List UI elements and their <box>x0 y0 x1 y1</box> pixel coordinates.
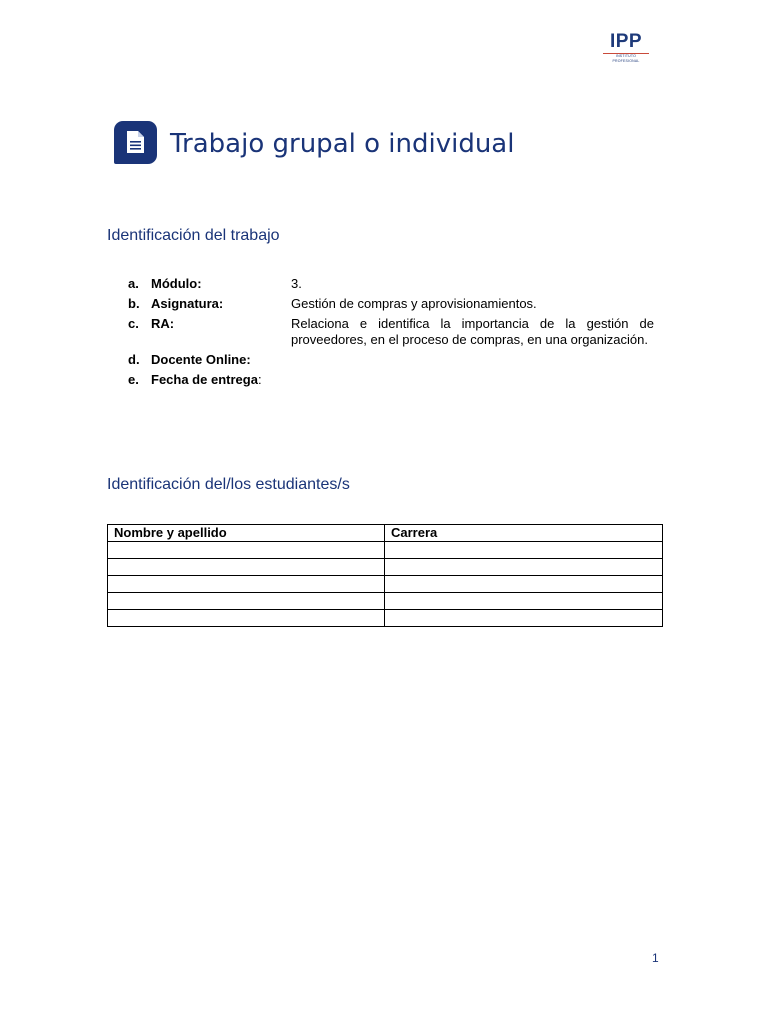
page-title: Trabajo grupal o individual <box>170 129 515 159</box>
item-value <box>291 372 654 388</box>
item-letter: c. <box>128 316 139 331</box>
item-value: Relaciona e identifica la importancia de la gestión de proveedores, en el proceso de compras, en una organización. <box>291 316 654 347</box>
item-letter: e. <box>128 372 139 387</box>
item-value: Gestión de compras y aprovisionamientos. <box>291 296 537 311</box>
item-label: Asignatura: <box>151 296 224 311</box>
table-cell-career[interactable] <box>385 593 663 610</box>
item-label-text: Fecha de entrega <box>151 372 258 387</box>
table-cell-name[interactable] <box>108 576 385 593</box>
table-cell-career[interactable] <box>385 542 663 559</box>
ipp-logo <box>603 32 649 64</box>
list-item-asignatura <box>128 296 654 312</box>
item-label: RA: <box>151 316 175 331</box>
table-header-row <box>108 525 663 542</box>
identification-list <box>128 276 654 392</box>
table-row <box>108 542 663 559</box>
section-heading-students: Identificación del/los estudiantes/s <box>107 476 350 493</box>
item-label <box>151 372 291 388</box>
table-cell-name[interactable] <box>108 559 385 576</box>
page-number: 1 <box>652 951 659 965</box>
list-item-ra <box>128 316 654 348</box>
section-heading-identification: Identificación del trabajo <box>107 227 280 244</box>
table-cell-career[interactable] <box>385 576 663 593</box>
document-icon <box>114 121 157 164</box>
table-row <box>108 610 663 627</box>
table-cell-name[interactable] <box>108 542 385 559</box>
table-cell-career[interactable] <box>385 610 663 627</box>
item-letter: a. <box>128 276 139 291</box>
list-item-docente <box>128 352 654 368</box>
students-table <box>107 524 663 627</box>
logo-subtitle: INSTITUTO PROFESIONAL <box>612 54 640 63</box>
list-item-fecha <box>128 372 654 388</box>
item-label: Módulo: <box>151 276 202 291</box>
item-label-colon: : <box>257 372 262 387</box>
table-cell-career[interactable] <box>385 559 663 576</box>
table-row <box>108 593 663 610</box>
table-cell-name[interactable] <box>108 610 385 627</box>
item-letter: b. <box>128 296 140 311</box>
table-cell-name[interactable] <box>108 593 385 610</box>
item-value <box>291 352 654 368</box>
column-header-name: Nombre y apellido <box>108 525 385 542</box>
item-label: Docente Online: <box>151 352 251 367</box>
item-letter: d. <box>128 352 140 367</box>
logo-text: IPP <box>609 31 643 52</box>
table-row <box>108 559 663 576</box>
list-item-modulo <box>128 276 654 292</box>
item-value: 3. <box>291 276 302 291</box>
column-header-career: Carrera <box>385 525 663 542</box>
table-row <box>108 576 663 593</box>
